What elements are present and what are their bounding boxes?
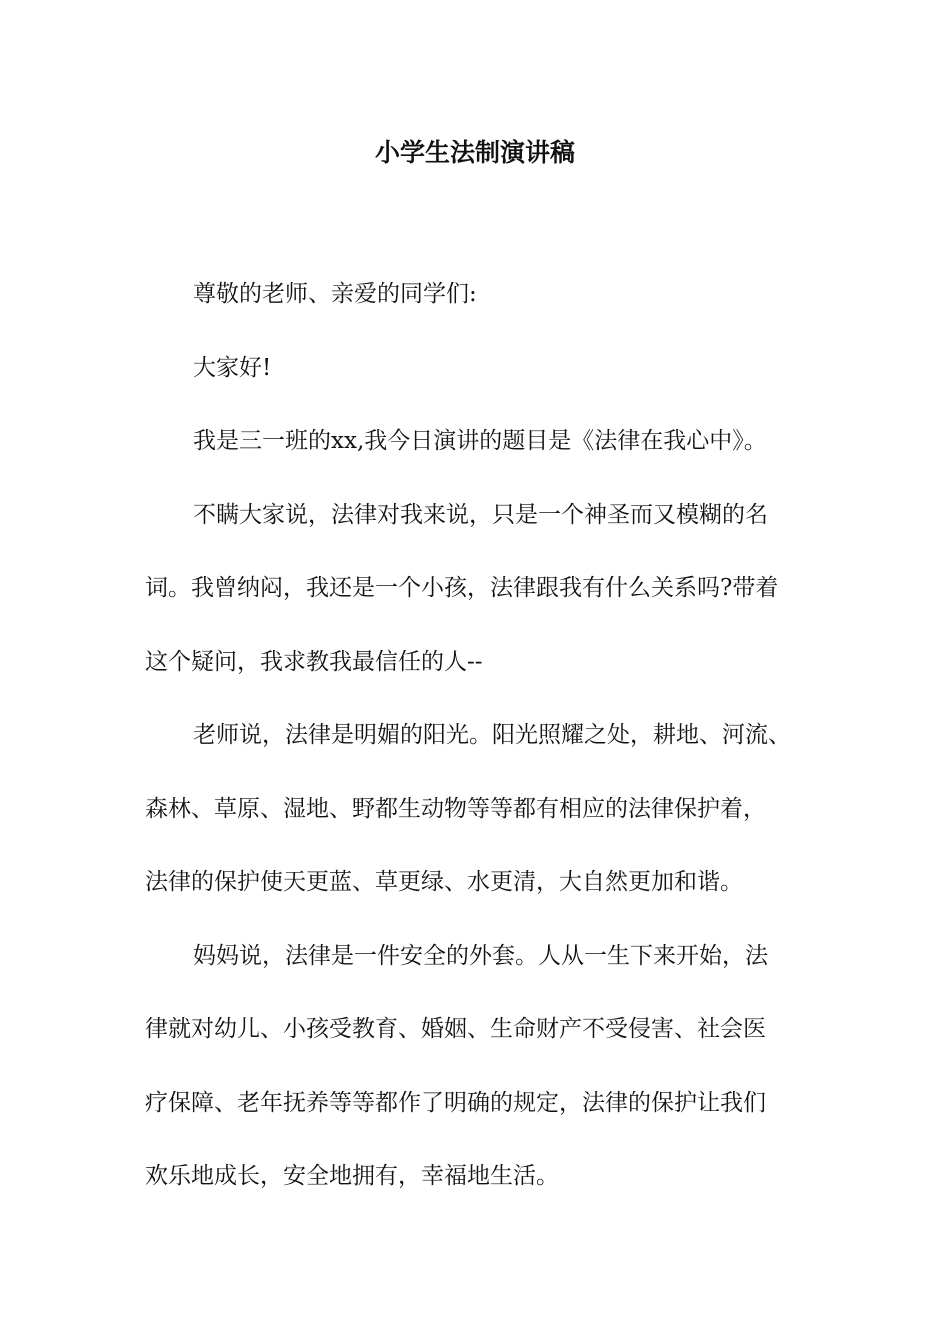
body-line: 妈妈说，法律是一件安全的外套。人从一生下来开始，法 [193, 942, 768, 969]
body-line: 不瞒大家说，法律对我来说，只是一个神圣而又模糊的名 [193, 501, 768, 528]
body-line: 这个疑问，我求教我最信任的人-- [145, 648, 483, 675]
body-line: 词。我曾纳闷，我还是一个小孩，法律跟我有什么关系吗?带着 [145, 575, 779, 601]
document-body [145, 258, 825, 1214]
body-line: 欢乐地成长，安全地拥有，幸福地生活。 [145, 1163, 559, 1189]
body-line: 森林、草原、湿地、野都生动物等等都有相应的法律保护着， [145, 795, 766, 822]
body-line: 疗保障、老年抚养等等都作了明确的规定，法律的保护让我们 [145, 1089, 766, 1116]
body-line: 尊敬的老师、亲爱的同学们: [193, 281, 477, 307]
body-line: 大家好! [193, 354, 272, 381]
body-line: 法律的保护使天更蓝、草更绿、水更清，大自然更加和谐。 [145, 869, 743, 895]
body-line: 我是三一班的xx,我今日演讲的题目是《法律在我心中》。 [193, 428, 767, 454]
body-line: 律就对幼儿、小孩受教育、婚姻、生命财产不受侵害、社会医 [145, 1016, 766, 1042]
document-title: 小学生法制演讲稿 [374, 138, 575, 167]
body-line: 老师说，法律是明媚的阳光。阳光照耀之处，耕地、河流、 [193, 722, 791, 748]
